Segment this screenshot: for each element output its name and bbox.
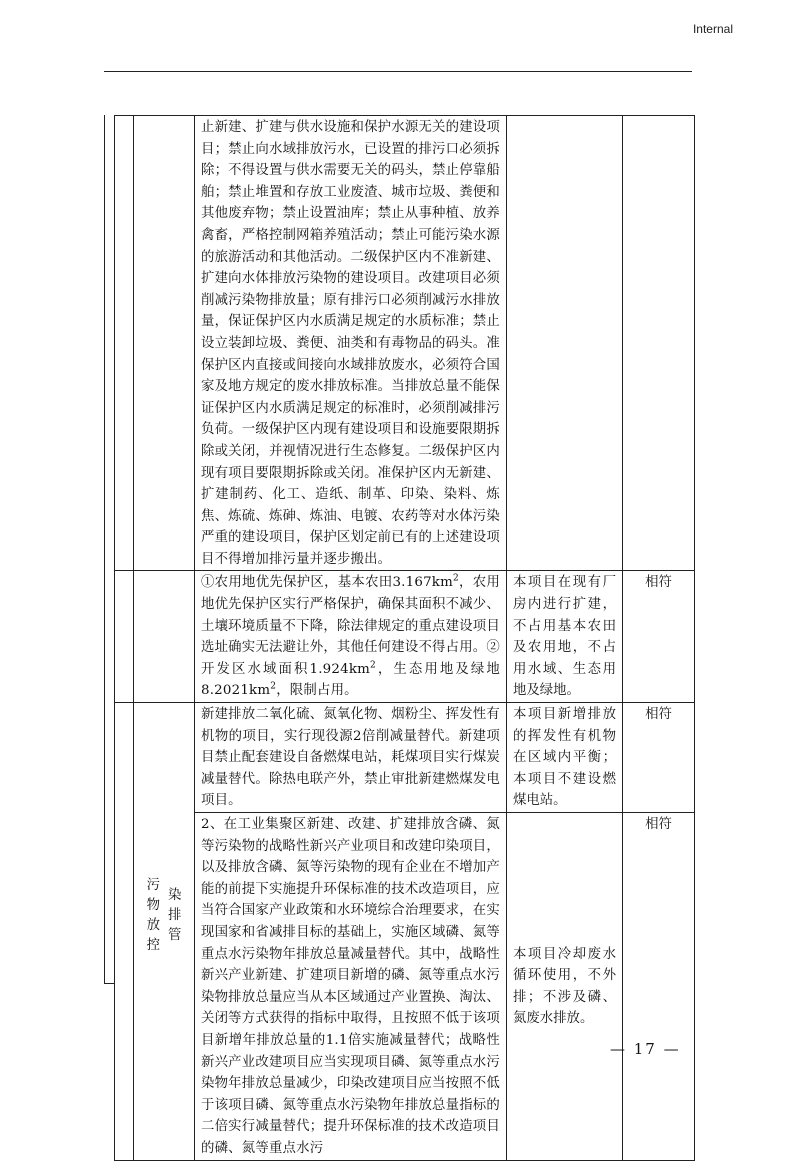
- category-char: 排: [168, 907, 182, 923]
- category-char: 管: [168, 927, 182, 943]
- requirement-text-a: ①农用地优先保护区，基本农田3.167km: [201, 575, 454, 591]
- category-char: 物: [146, 897, 160, 913]
- category-char: 放: [146, 917, 160, 933]
- category-cell: [134, 703, 195, 1160]
- category-outer-cell: [115, 703, 134, 1160]
- table-row: [115, 571, 695, 703]
- category-cell: [134, 116, 195, 571]
- analysis-cell: [507, 116, 623, 571]
- requirement-cell: 2、在工业集聚区新建、改建、扩建排放含磷、氮等污染物的战略性新兴产业项目和改建印染项目，以及排放含磷、氮等污染物的现有企业在不增加产能的前提下实施提升环保标准的技术改造项目，应当符合国家产业政策和水环境综合治理要求，在实现国家和省减排目标的基础上，实施区域磷、氮等重点水污染物年排放总量减量替代。其中，战略性新兴产业新建、扩建项目新增的磷、氮等重点水污染物排放总量应当从本区域通过产业置换、淘汰、关闭等方式获得的指标中取得，且按照不低于该项目新增年排放总量的1.1倍实施减量替代；战略性新兴产业改建项目应当实现项目磷、氮等重点水污染物年排放总量减少，印染改建项目应当按照不低于该项目磷、氮等重点水污染物年排放总量指标的二倍实行减量替代；提升环保标准的技术改造项目的磷、氮等重点水污: [195, 813, 507, 1161]
- table-row: [115, 116, 695, 571]
- category-char: 污: [146, 877, 160, 893]
- analysis-cell: 本项目冷却废水循环使用，不外排；不涉及磷、氮废水排放。: [507, 813, 623, 1161]
- category-char: 控: [146, 937, 160, 953]
- requirement-cell: 新建排放二氧化硫、氮氧化物、烟粉尘、挥发性有机物的项目，实行现役源2倍削减量替代。新建项目禁止配套建设自备燃煤电站，耗煤项目实行煤炭减量替代。除热电联产外，禁止审批新建燃煤发电项目。: [195, 703, 507, 813]
- analysis-cell: 本项目在现有厂房内进行扩建，不占用基本农田及农用地，不占用水域、生态用地及绿地。: [507, 571, 623, 703]
- verdict-cell: 相符: [623, 571, 695, 703]
- classification-label: Internal: [692, 22, 733, 36]
- compliance-table: [114, 115, 695, 1161]
- superscript: 2: [270, 681, 277, 692]
- requirement-text-c: ，生态用地及绿地8.2021km: [201, 661, 500, 699]
- category-outer-cell: [115, 571, 134, 703]
- superscript: 2: [453, 574, 459, 584]
- verdict-cell: [623, 116, 695, 571]
- requirement-cell: 止新建、扩建与供水设施和保护水源无关的建设项目；禁止向水域排放污水，已设置的排污口必须拆除；不得设置与供水需要无关的码头，禁止停靠船舶；禁止堆置和存放工业废渣、城市垃圾、粪便和其他废弃物；禁止设置油库；禁止从事种植、放养禽畜，严格控制网箱养殖活动；禁止可能污染水源的旅游活动和其他活动。二级保护区内不准新建、扩建向水体排放污染物的建设项目。改建项目必须削减污染物排放量；原有排污口必须削减污水排放量，保证保护区内水质满足规定的水质标准；禁止设立装卸垃圾、粪便、油类和有毒物品的码头。准保护区内直接或间接向水域排放废水，必须符合国家及地方规定的废水排放标准。当排放总量不能保证保护区内水质满足规定的标准时，必须削减排污负荷。一级保护区内现有建设项目和设施要限期拆除或关闭，并视情况进行生态修复。二级保护区内现有项目要限期拆除或关闭。准保护区内无新建、扩建制药、化工、造纸、制革、印染、染料、炼焦、炼硫、炼砷、炼油、电镀、农药等对水体污染严重的建设项目，保护区划定前已有的上述建设项目不得增加排污量并逐步搬出。: [195, 116, 507, 571]
- verdict-cell: 相符: [623, 703, 695, 813]
- category-cell: [134, 571, 195, 703]
- category-label-col1: [147, 876, 160, 956]
- category-outer-cell: [115, 116, 134, 571]
- requirement-text-b: ，农用地优先保护区实行严格保护，确保其面积不减少、土壤环境质量不下降，除法律规定的重点建设项目选址确实无法避让外，其他任何建设不得占用。②开发区水域面积1.924km: [201, 575, 500, 677]
- category-char: 染: [168, 887, 182, 903]
- table-row: [115, 703, 695, 813]
- requirement-cell: [195, 571, 507, 703]
- verdict-cell: 相符: [623, 813, 695, 1161]
- header-rule: [104, 71, 692, 72]
- table-row: [115, 813, 695, 1161]
- requirement-text-d: ，限制占用。: [276, 683, 358, 699]
- superscript: 2: [370, 660, 376, 671]
- page-number: — 17 —: [610, 1040, 681, 1058]
- category-label-col2: [168, 886, 181, 946]
- analysis-cell: 本项目新增排放的挥发性有机物在区域内平衡；本项目不建设燃煤电站。: [507, 703, 623, 813]
